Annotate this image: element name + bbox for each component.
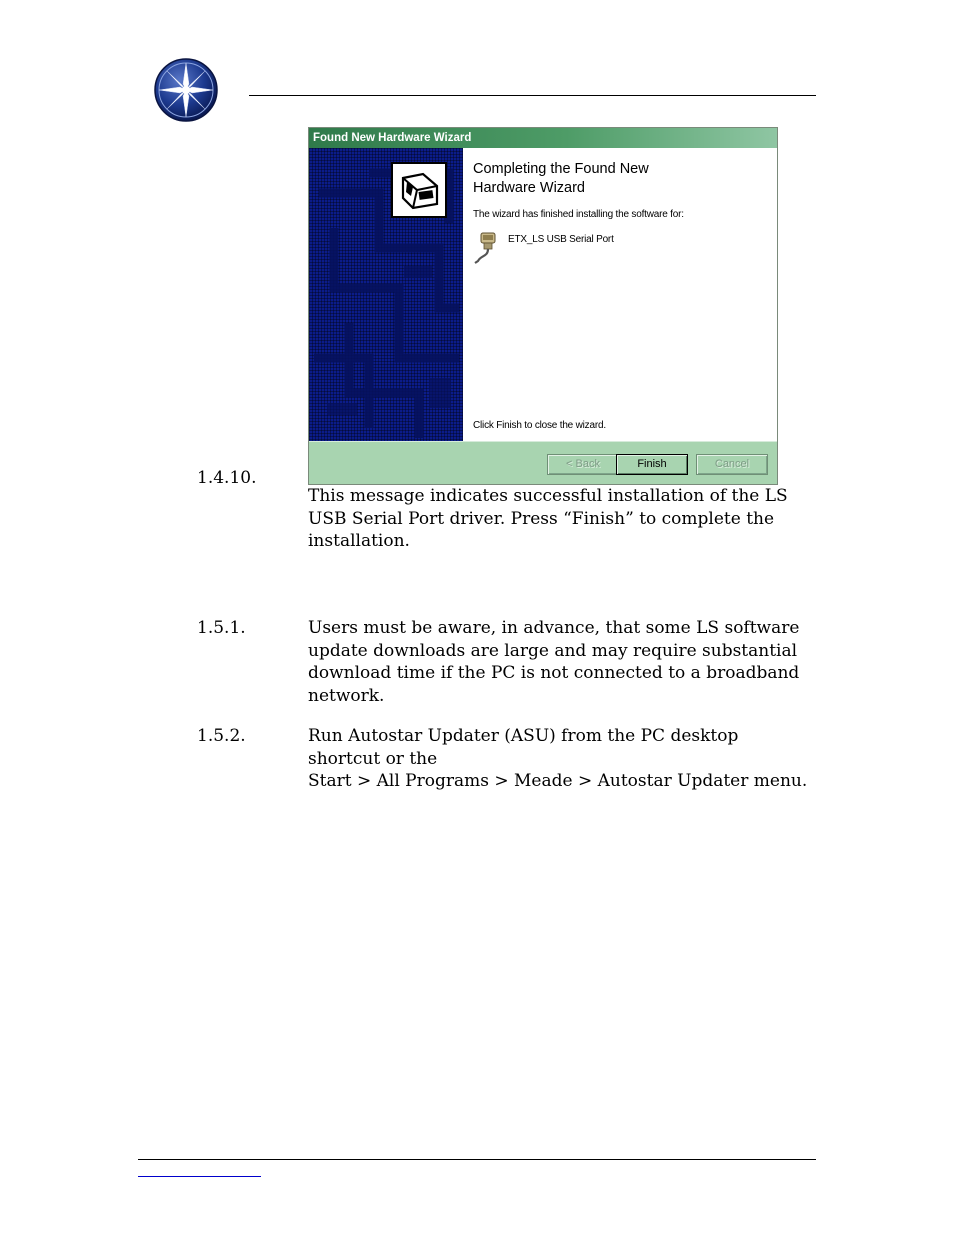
step-line: update downloads are large and may require substantial bbox=[308, 640, 798, 661]
wizard-heading-line2: Hardware Wizard bbox=[473, 180, 585, 196]
step-text-1-5-1 bbox=[308, 617, 808, 707]
step-number-1-5-1: 1.5.1. bbox=[197, 618, 246, 638]
wizard-button-bar bbox=[309, 441, 777, 485]
header-rule bbox=[249, 95, 816, 96]
step-line: Users must be aware, in advance, that some LS software bbox=[308, 618, 800, 638]
step-text-1-5-2 bbox=[308, 725, 808, 793]
step-line: Run Autostar Updater (ASU) from the PC desktop bbox=[308, 726, 739, 746]
hardware-wizard-icon bbox=[391, 162, 447, 218]
step-number-1-5-2: 1.5.2. bbox=[197, 726, 246, 746]
wizard-close-text: Click Finish to close the wizard. bbox=[473, 420, 606, 431]
step-line: installation. bbox=[308, 531, 410, 551]
step-line: shortcut or the bbox=[308, 748, 438, 769]
step-line: network. bbox=[308, 685, 385, 706]
wizard-installed-text: The wizard has finished installing the software for: bbox=[473, 209, 684, 220]
serial-port-icon bbox=[473, 231, 499, 265]
finish-button[interactable]: Finish bbox=[616, 454, 688, 475]
footer-rule bbox=[138, 1159, 816, 1160]
wizard-side-banner bbox=[309, 148, 463, 441]
step-line: download time if the PC is not connected to a broadband bbox=[308, 663, 800, 683]
step-line: Start > All Programs > Meade > Autostar Updater menu. bbox=[308, 771, 808, 791]
wizard-title-bar: Found New Hardware Wizard bbox=[309, 128, 777, 148]
meade-logo-icon bbox=[153, 57, 219, 123]
wizard-heading bbox=[473, 160, 763, 198]
back-button[interactable]: < Back bbox=[547, 454, 619, 475]
cancel-button[interactable]: Cancel bbox=[696, 454, 768, 475]
wizard-content-pane bbox=[463, 148, 777, 441]
device-name-label: ETX_LS USB Serial Port bbox=[508, 234, 614, 245]
footer-link-underline[interactable] bbox=[138, 1176, 261, 1177]
step-line: This message indicates successful installation of the LS bbox=[308, 486, 788, 506]
step-number-1-4-10: 1.4.10. bbox=[197, 468, 257, 488]
step-line: USB Serial Port driver. Press “Finish” to complete the bbox=[308, 508, 775, 529]
step-text-1-4-10 bbox=[308, 485, 808, 553]
found-new-hardware-wizard-screenshot bbox=[308, 127, 778, 485]
wizard-heading-line1: Completing the Found New bbox=[473, 161, 649, 177]
